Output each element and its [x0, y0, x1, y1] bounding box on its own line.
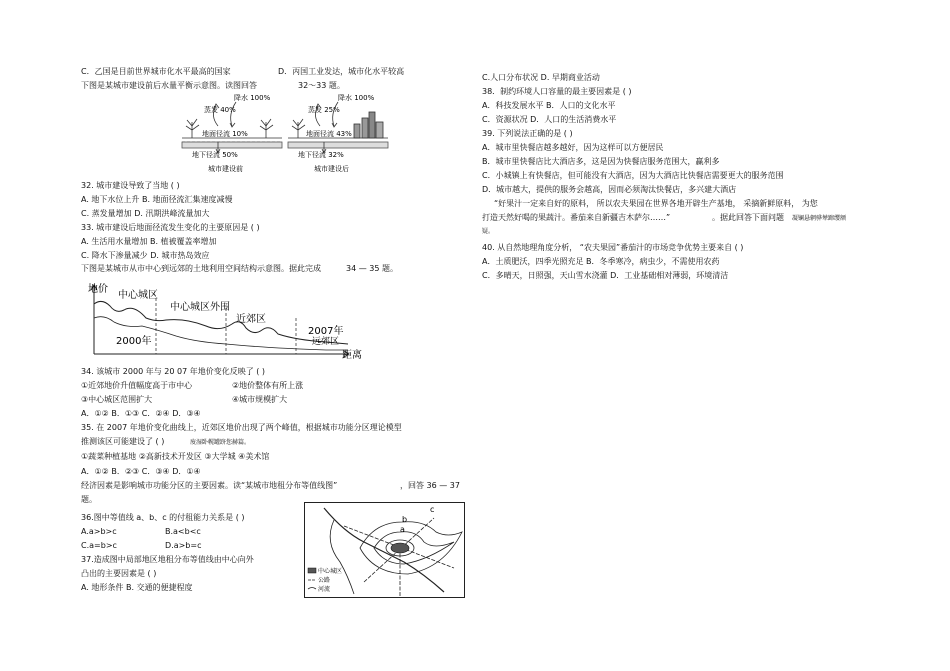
- map-label-b: b: [402, 515, 408, 524]
- intro-34-range: 34 — 35 题。: [346, 264, 398, 273]
- q34-options: A．①② B．①③ C．②④ D．③④: [81, 409, 201, 418]
- map-label-a: a: [400, 525, 405, 534]
- intro-32-range: 32～33 题。: [298, 81, 345, 90]
- intro-36-end: 题。: [81, 495, 97, 504]
- before-caption: 城市建设前: [208, 165, 243, 173]
- q35-stem: 35. 在 2007 年地价变化曲线上，近郊区地价出现了两个峰值，根据城市功能分区理论模型: [81, 423, 402, 432]
- q34-stem: 34. 该城市 2000 年与 20 07 年地价变化反映了 ( ): [81, 367, 266, 376]
- q34-opt3: ③中心城区范围扩大: [81, 395, 153, 404]
- passage-line2: 打造天然好喝的果蔬汁。番茄来自新疆吉木萨尔……”: [482, 213, 671, 222]
- q39-stem: 39. 下列说法正确的是 ( ): [482, 129, 573, 138]
- map-legend-river: 河流: [318, 586, 331, 593]
- q36-opt-d: D.a>b=c: [165, 541, 202, 550]
- line-q31-c: C．乙国是目前世界城市化水平最高的国家: [81, 67, 231, 76]
- q39-opt-d: D．城市越大，提供的服务会越高，因而必须淘汰快餐店，多兴建大酒店: [482, 185, 737, 194]
- q36-opt-a: A.a>b>c: [81, 527, 117, 536]
- q33-options-cd: C. 降水下渗量减少 D. 城市热岛效应: [81, 251, 210, 260]
- land-2000: 2000年: [116, 336, 152, 347]
- q32-options-cd: C. 蒸发量增加 D. 汛期洪峰流量加大: [81, 209, 210, 218]
- q35-note: 废湿卧幌罐跻您赫篇。: [190, 439, 251, 446]
- rent-map-figure: [304, 502, 466, 598]
- after-surface: 地面径流 43%: [306, 130, 352, 138]
- q37-stem: 37.造成图中局部地区地租分布等值线由中心向外: [81, 555, 254, 564]
- intro-36-range: ，回答 36 — 37: [400, 481, 460, 490]
- land-far: 远郊区: [312, 337, 340, 347]
- q35-items: ①蔬菜种植基地 ②高新技术开发区 ③大学城 ④美术馆: [81, 452, 270, 461]
- land-price-figure: [86, 278, 362, 361]
- q38-options-ab: A．科技发展水平 B．人口的文化水平: [482, 101, 616, 110]
- before-rain: 降水 100%: [234, 94, 271, 102]
- q40-options-ab: A．土质肥沃，四季光照充足 B．冬季寒冷，病虫少，不需使用农药: [482, 257, 720, 266]
- passage-note-end: 疑。: [482, 228, 495, 235]
- land-xlabel: 距离: [342, 350, 362, 361]
- after-evap: 蒸发 25%: [308, 106, 340, 114]
- q35-options: A．①② B．②③ C．③④ D．①④: [81, 467, 201, 476]
- line-q31-d: D．丙国工业发达，城市化水平较高: [278, 67, 405, 76]
- land-outer: 中心城区外围: [170, 302, 230, 313]
- q39-opt-c: C．小城镇上有快餐店，但可能没有大酒店，因为大酒店比快餐店需要更大的服务范围: [482, 171, 784, 180]
- before-surface: 地面径流 10%: [202, 130, 248, 138]
- q39-opt-b: B．城市里快餐店比大酒店多，这是因为快餐店服务范围大，赢利多: [482, 157, 720, 166]
- q39-opt-a: A．城市里快餐店越多越好，因为这样可以方便居民: [482, 143, 664, 152]
- q34-opt2: ②地价整体有所上涨: [232, 381, 304, 390]
- q37-stem-cont: 凸出的主要因素是 ( ): [81, 569, 157, 578]
- intro-34: 下图是某城市从市中心到远郊的土地利用空间结构示意图。据此完成: [81, 264, 321, 273]
- q36-stem: 36.图中等值线 a、b、c 的付租能力关系是 ( ): [81, 513, 245, 522]
- q32-stem: 32. 城市建设导致了当地 ( ): [81, 181, 180, 190]
- after-ground: 地下径流 32%: [298, 151, 344, 159]
- q37-options: A. 地形条件 B. 交通的便捷程度: [81, 583, 193, 592]
- intro-36: 经济因素是影响城市功能分区的主要因素。读“某城市地租分布等值线图”: [81, 481, 338, 490]
- passage-instruction: 。据此回答下面问题: [712, 213, 784, 222]
- land-center: 中心城区: [118, 290, 158, 301]
- land-suburb: 近郊区: [236, 314, 266, 325]
- q40-stem: 40. 从自然地理角度分析， “农夫果园”番茄汁的市场竞争优势主要来自 ( ): [482, 243, 744, 252]
- q32-options-ab: A. 地下水位上升 B. 地面径流汇集速度减慢: [81, 195, 233, 204]
- q40-options-cd: C．多晴天，日照强，天山雪水浇灌 D．工业基础相对薄弱，环境清洁: [482, 271, 729, 280]
- q38-options-cd: C．资源状况 D．人口的生活消费水平: [482, 115, 617, 124]
- q35-stem-cont: 推测该区可能建设了 ( ): [81, 437, 165, 446]
- map-label-c: c: [430, 505, 435, 514]
- q33-stem: 33. 城市建设后地面径流发生变化的主要原因是 ( ): [81, 223, 260, 232]
- water-balance-figure: [178, 92, 394, 178]
- q33-options-ab: A. 生活用水量增加 B. 植被覆盖率增加: [81, 237, 217, 246]
- passage-note: 凝镧悬辋骅辇蹿缨额: [792, 215, 847, 222]
- q36-opt-b: B.a<b<c: [165, 527, 201, 536]
- land-2007: 2007年: [308, 326, 344, 337]
- map-legend-center: 中心城区: [318, 568, 343, 575]
- q34-opt4: ④城市规模扩大: [232, 395, 288, 404]
- map-legend-road: 公路: [318, 577, 331, 584]
- land-ylabel: 地价: [88, 284, 108, 295]
- passage-line1: “好果汁一定来自好的原料， 所以农夫果园在世界各地开辟生产基地， 采摘新鲜原料， 为您: [494, 199, 818, 208]
- q36-opt-c: C.a=b>c: [81, 541, 117, 550]
- before-ground: 地下径流 50%: [192, 151, 238, 159]
- q38-stem: 38．制约环境人口容量的最主要因素是 ( ): [482, 87, 632, 96]
- line-q37-cd: C.人口分布状况 D. 早期商业活动: [482, 73, 600, 82]
- before-evap: 蒸发 40%: [204, 106, 236, 114]
- after-caption: 城市建设后: [314, 165, 349, 173]
- after-rain: 降水 100%: [338, 94, 375, 102]
- intro-32: 下图是某城市建设前后水量平衡示意图。读图回答: [81, 81, 257, 90]
- q34-opt1: ①近郊地价升值幅度高于市中心: [81, 381, 193, 390]
